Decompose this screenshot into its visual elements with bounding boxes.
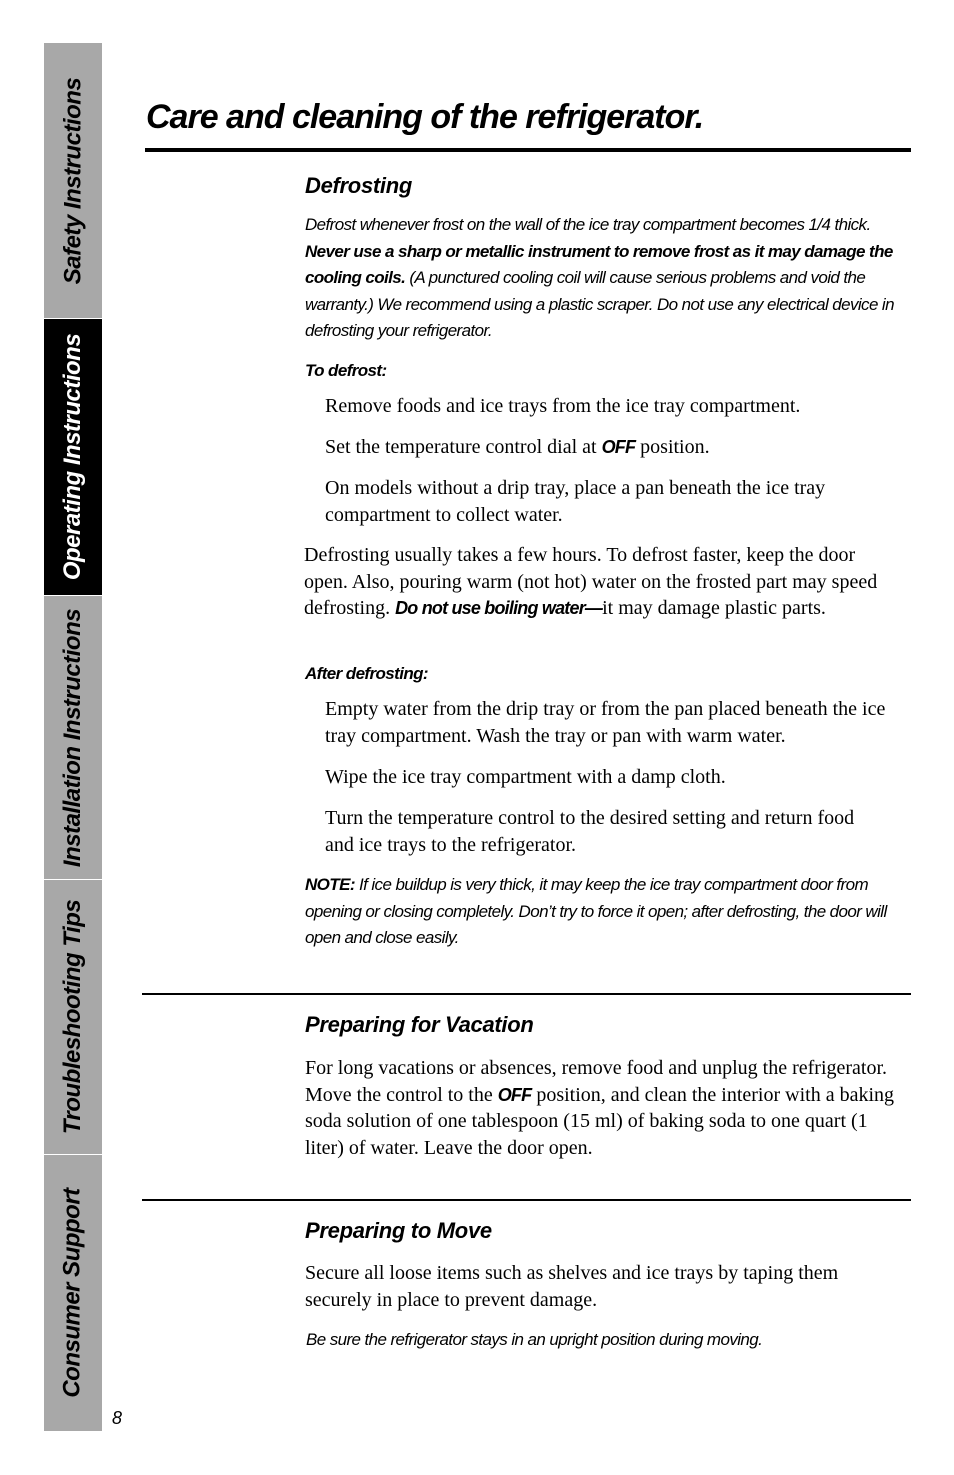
off-position-label: OFF (497, 1084, 532, 1105)
to-defrost-heading: To defrost: (305, 361, 387, 380)
note-text: If ice buildup is very thick, it may keep the ice tray compartment door from opening or closing completely. Don’t try to force it open; after defrosting, the door will open and close easily. (305, 875, 887, 947)
title-rule (145, 148, 911, 152)
move-text: Secure all loose items such as shelves and ice trays by taping them securely in place to prevent damage. (305, 1262, 839, 1311)
section-divider (142, 993, 911, 995)
tab-installation-instructions[interactable] (44, 596, 102, 879)
after-defrost-step-3: Turn the temperature control to the desired setting and return food and ice trays to the refrigerator. (325, 807, 855, 856)
page-number: 8 (112, 1408, 123, 1428)
after-defrosting-heading: After defrosting: (305, 664, 428, 683)
defrost-faster-text: Defrosting usually takes a few hours. To defrost faster, keep the door open. Also, pouring warm (not hot) water on the frosted part may speed defrosting. (304, 544, 878, 619)
vacation-text-1: For long vacations or absences, remove food and unplug the refrigerator. Move the control to the (305, 1057, 888, 1106)
boiling-water-warning: Do not use boiling water— (395, 598, 603, 618)
tab-operating-instructions[interactable] (44, 319, 102, 595)
tab-troubleshooting-tips[interactable] (44, 880, 102, 1154)
defrosting-warning: Never use a sharp or metallic instrument to remove frost as it may damage the cooling coils. (305, 241, 893, 287)
tab-label: Consumer Support (59, 1188, 86, 1398)
note-label: NOTE: (305, 875, 355, 894)
defrosting-intro-text: Defrost whenever frost on the wall of the ice tray compartment becomes 1/4 thick. (305, 215, 871, 234)
defrosting-intro-text-2: (A punctured cooling coil will cause serious problems and void the warranty.) We recommend using a plastic scraper. Do not use any electrical device in defrosting your refrigerator. (305, 268, 894, 340)
defrost-step-2-text: Set the temperature control dial at (325, 436, 597, 458)
vacation-heading: Preparing for Vacation (305, 1012, 534, 1037)
defrosting-note (305, 872, 905, 952)
defrosting-intro (305, 212, 907, 345)
tab-label: Troubleshooting Tips (59, 899, 87, 1135)
page-title: Care and cleaning of the refrigerator. (146, 98, 704, 136)
vacation-text (305, 1055, 905, 1161)
vacation-text-2: position, and clean the interior with a baking soda solution of one tablespoon (15 ml) of baking soda to one quart (1 liter) of water. Leave the door open. (305, 1083, 895, 1159)
off-position-label: OFF (601, 437, 636, 457)
defrost-step-3: On models without a drip tray, place a pan beneath the ice tray compartment to collect water. (325, 477, 826, 526)
move-heading: Preparing to Move (305, 1218, 492, 1243)
move-note: Be sure the refrigerator stays in an upright position during moving. (306, 1330, 763, 1349)
tab-label: Safety Instructions (59, 77, 87, 284)
defrost-step-2 (325, 434, 910, 461)
defrost-step-2-text-2: position. (640, 436, 710, 458)
defrost-faster-paragraph (304, 542, 904, 622)
after-defrost-step-2: Wipe the ice tray compartment with a damp cloth. (325, 766, 726, 788)
defrost-faster-text-2: it may damage plastic parts. (602, 597, 826, 619)
tab-label: Operating Instructions (59, 333, 87, 581)
defrost-step-1: Remove foods and ice trays from the ice tray compartment. (325, 395, 801, 417)
tab-safety-instructions[interactable] (44, 43, 102, 318)
defrosting-heading: Defrosting (305, 173, 413, 198)
tab-label: Installation Instructions (59, 608, 87, 867)
section-divider (142, 1199, 911, 1201)
after-defrost-step-1: Empty water from the drip tray or from the pan placed beneath the ice tray compartment. Wash the tray or pan with warm water. (325, 698, 886, 747)
tab-consumer-support[interactable] (44, 1155, 102, 1431)
